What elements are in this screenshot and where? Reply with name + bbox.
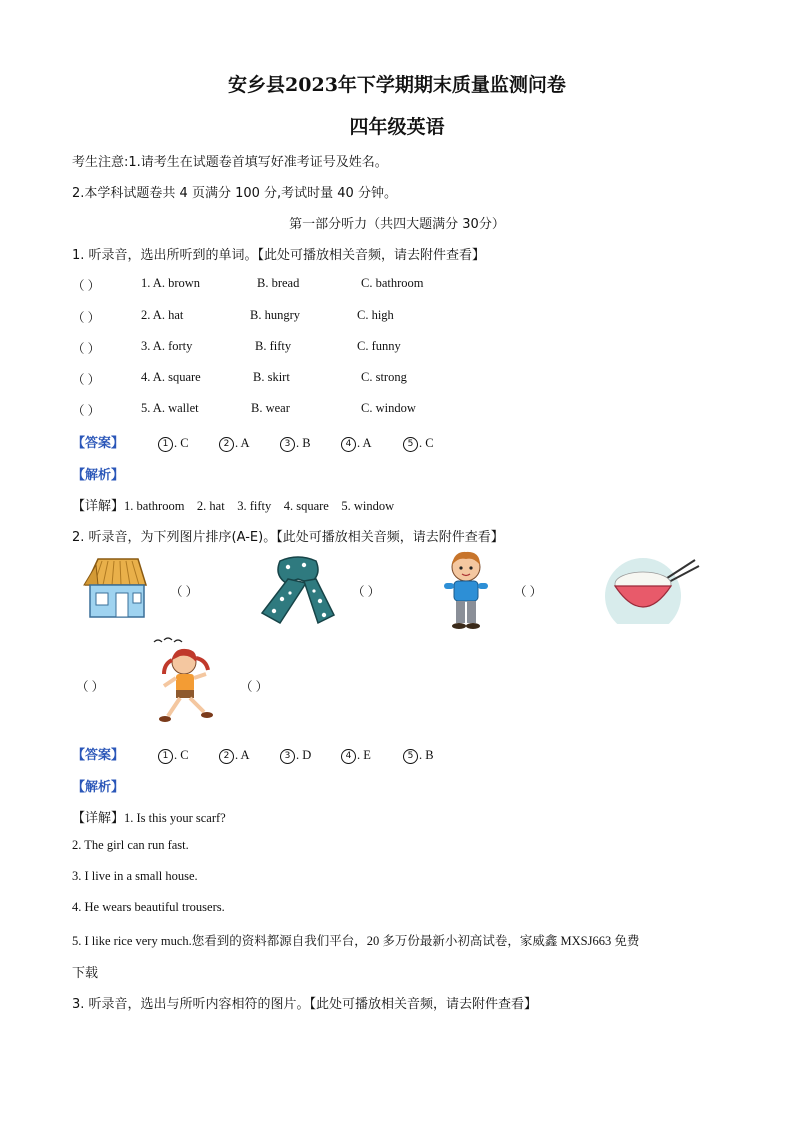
answer-item <box>341 432 372 452</box>
detail-text: 1. Is this your scarf? <box>124 811 226 825</box>
answer-value: . A <box>235 748 250 762</box>
detail-line: 4. He wears beautiful trousers. <box>72 900 225 914</box>
answer-number: 2 <box>219 749 234 764</box>
answer-value: . A <box>357 436 372 450</box>
answer-number: 3 <box>280 437 295 452</box>
detail-line <box>72 807 226 826</box>
picture-answer-blank: （ ） <box>352 585 381 599</box>
answer-item <box>158 432 189 452</box>
answer-item <box>341 744 371 764</box>
answer-item <box>403 432 434 452</box>
running-girl-picture <box>150 636 220 730</box>
answer-value: . C <box>174 436 189 450</box>
answer-number: 5 <box>403 437 418 452</box>
detail-line <box>72 495 394 514</box>
answer-item <box>280 432 311 452</box>
boy-picture <box>438 547 494 631</box>
option-a: 3. A. forty <box>141 339 193 353</box>
rice-bowl-picture <box>603 556 703 624</box>
exam-title: 安乡县2023年下学期期末质量监测问卷 <box>228 74 566 96</box>
q3-prompt: 3. 听录音，选出与所听内容相符的图片。【此处可播放相关音频，请去附件查看】 <box>72 997 538 1012</box>
option-b: B. fifty <box>255 339 292 353</box>
answer-number: 4 <box>341 437 356 452</box>
answer-value: . C <box>174 748 189 762</box>
detail-label: 【详解】 <box>72 811 125 826</box>
detail-line: 3. I live in a small house. <box>72 869 198 883</box>
answer-item <box>280 744 311 764</box>
detail-label: 【详解】 <box>72 499 125 514</box>
detail-line: 下载 <box>72 966 99 981</box>
option-b: B. skirt <box>253 370 290 384</box>
option-b: B. wear <box>251 401 290 415</box>
q2-prompt: 2. 听录音，为下列图片排序(A-E)。【此处可播放相关音频，请去附件查看】 <box>72 530 504 545</box>
answer-value: . B <box>296 436 311 450</box>
answer-number: 2 <box>219 437 234 452</box>
option-c: C. funny <box>357 339 401 353</box>
option-c: C. window <box>361 401 416 415</box>
scarf-picture <box>258 553 338 627</box>
answer-number: 4 <box>341 749 356 764</box>
option-a: 4. A. square <box>141 370 201 384</box>
notice-line-1: 考生注意:1.请考生在试题卷首填写好准考证号及姓名。 <box>72 155 388 170</box>
answer-value: . D <box>296 748 312 762</box>
picture-answer-blank: （ ） <box>240 680 269 694</box>
part1-heading: 第一部分听力（共四大题满分 30分） <box>289 217 505 232</box>
option-a: 5. A. wallet <box>141 401 199 415</box>
answer-number: 1 <box>158 437 173 452</box>
notice-line-2: 2.本学科试题卷共 4 页满分 100 分,考试时量 40 分钟。 <box>72 186 397 201</box>
q1-prompt: 1. 听录音，选出所听到的单词。【此处可播放相关音频，请去附件查看】 <box>72 248 486 263</box>
picture-answer-blank: （ ） <box>514 585 543 599</box>
answer-item <box>219 432 250 452</box>
option-c: C. high <box>357 308 394 322</box>
option-a: 1. A. brown <box>141 276 201 290</box>
picture-answer-blank: （ ） <box>76 680 105 694</box>
answer-label: 【答案】 <box>72 436 125 451</box>
detail-line: 2. The girl can run fast. <box>72 838 189 852</box>
answer-value: . E <box>357 748 371 762</box>
answer-number: 3 <box>280 749 295 764</box>
option-b: B. hungry <box>250 308 300 322</box>
detail-line: 5. I like rice very much.您看到的资料都源自我们平台，20 多万份最新小初高试卷，家威鑫 MXSJ663 免费 <box>72 934 640 948</box>
answer-label: 【答案】 <box>72 748 125 763</box>
answer-blank: （ ） <box>72 404 101 418</box>
analysis-label: 【解析】 <box>72 780 125 795</box>
answer-value: . B <box>419 748 434 762</box>
option-c: C. strong <box>361 370 407 384</box>
analysis-label: 【解析】 <box>72 468 125 483</box>
exam-subtitle: 四年级英语 <box>349 116 445 138</box>
answer-value: . A <box>235 436 250 450</box>
option-c: C. bathroom <box>361 276 424 290</box>
answer-blank: （ ） <box>72 342 101 356</box>
answer-blank: （ ） <box>72 373 101 387</box>
answer-item <box>219 744 250 764</box>
answer-number: 1 <box>158 749 173 764</box>
house-picture <box>76 555 156 623</box>
answer-item <box>403 744 434 764</box>
detail-text: 1. bathroom 2. hat 3. fifty 4. square 5. window <box>124 499 395 513</box>
answer-blank: （ ） <box>72 279 101 293</box>
answer-value: . C <box>419 436 434 450</box>
answer-item <box>158 744 189 764</box>
answer-number: 5 <box>403 749 418 764</box>
option-a: 2. A. hat <box>141 308 184 322</box>
picture-answer-blank: （ ） <box>170 585 199 599</box>
option-b: B. bread <box>257 276 300 290</box>
answer-blank: （ ） <box>72 311 101 325</box>
